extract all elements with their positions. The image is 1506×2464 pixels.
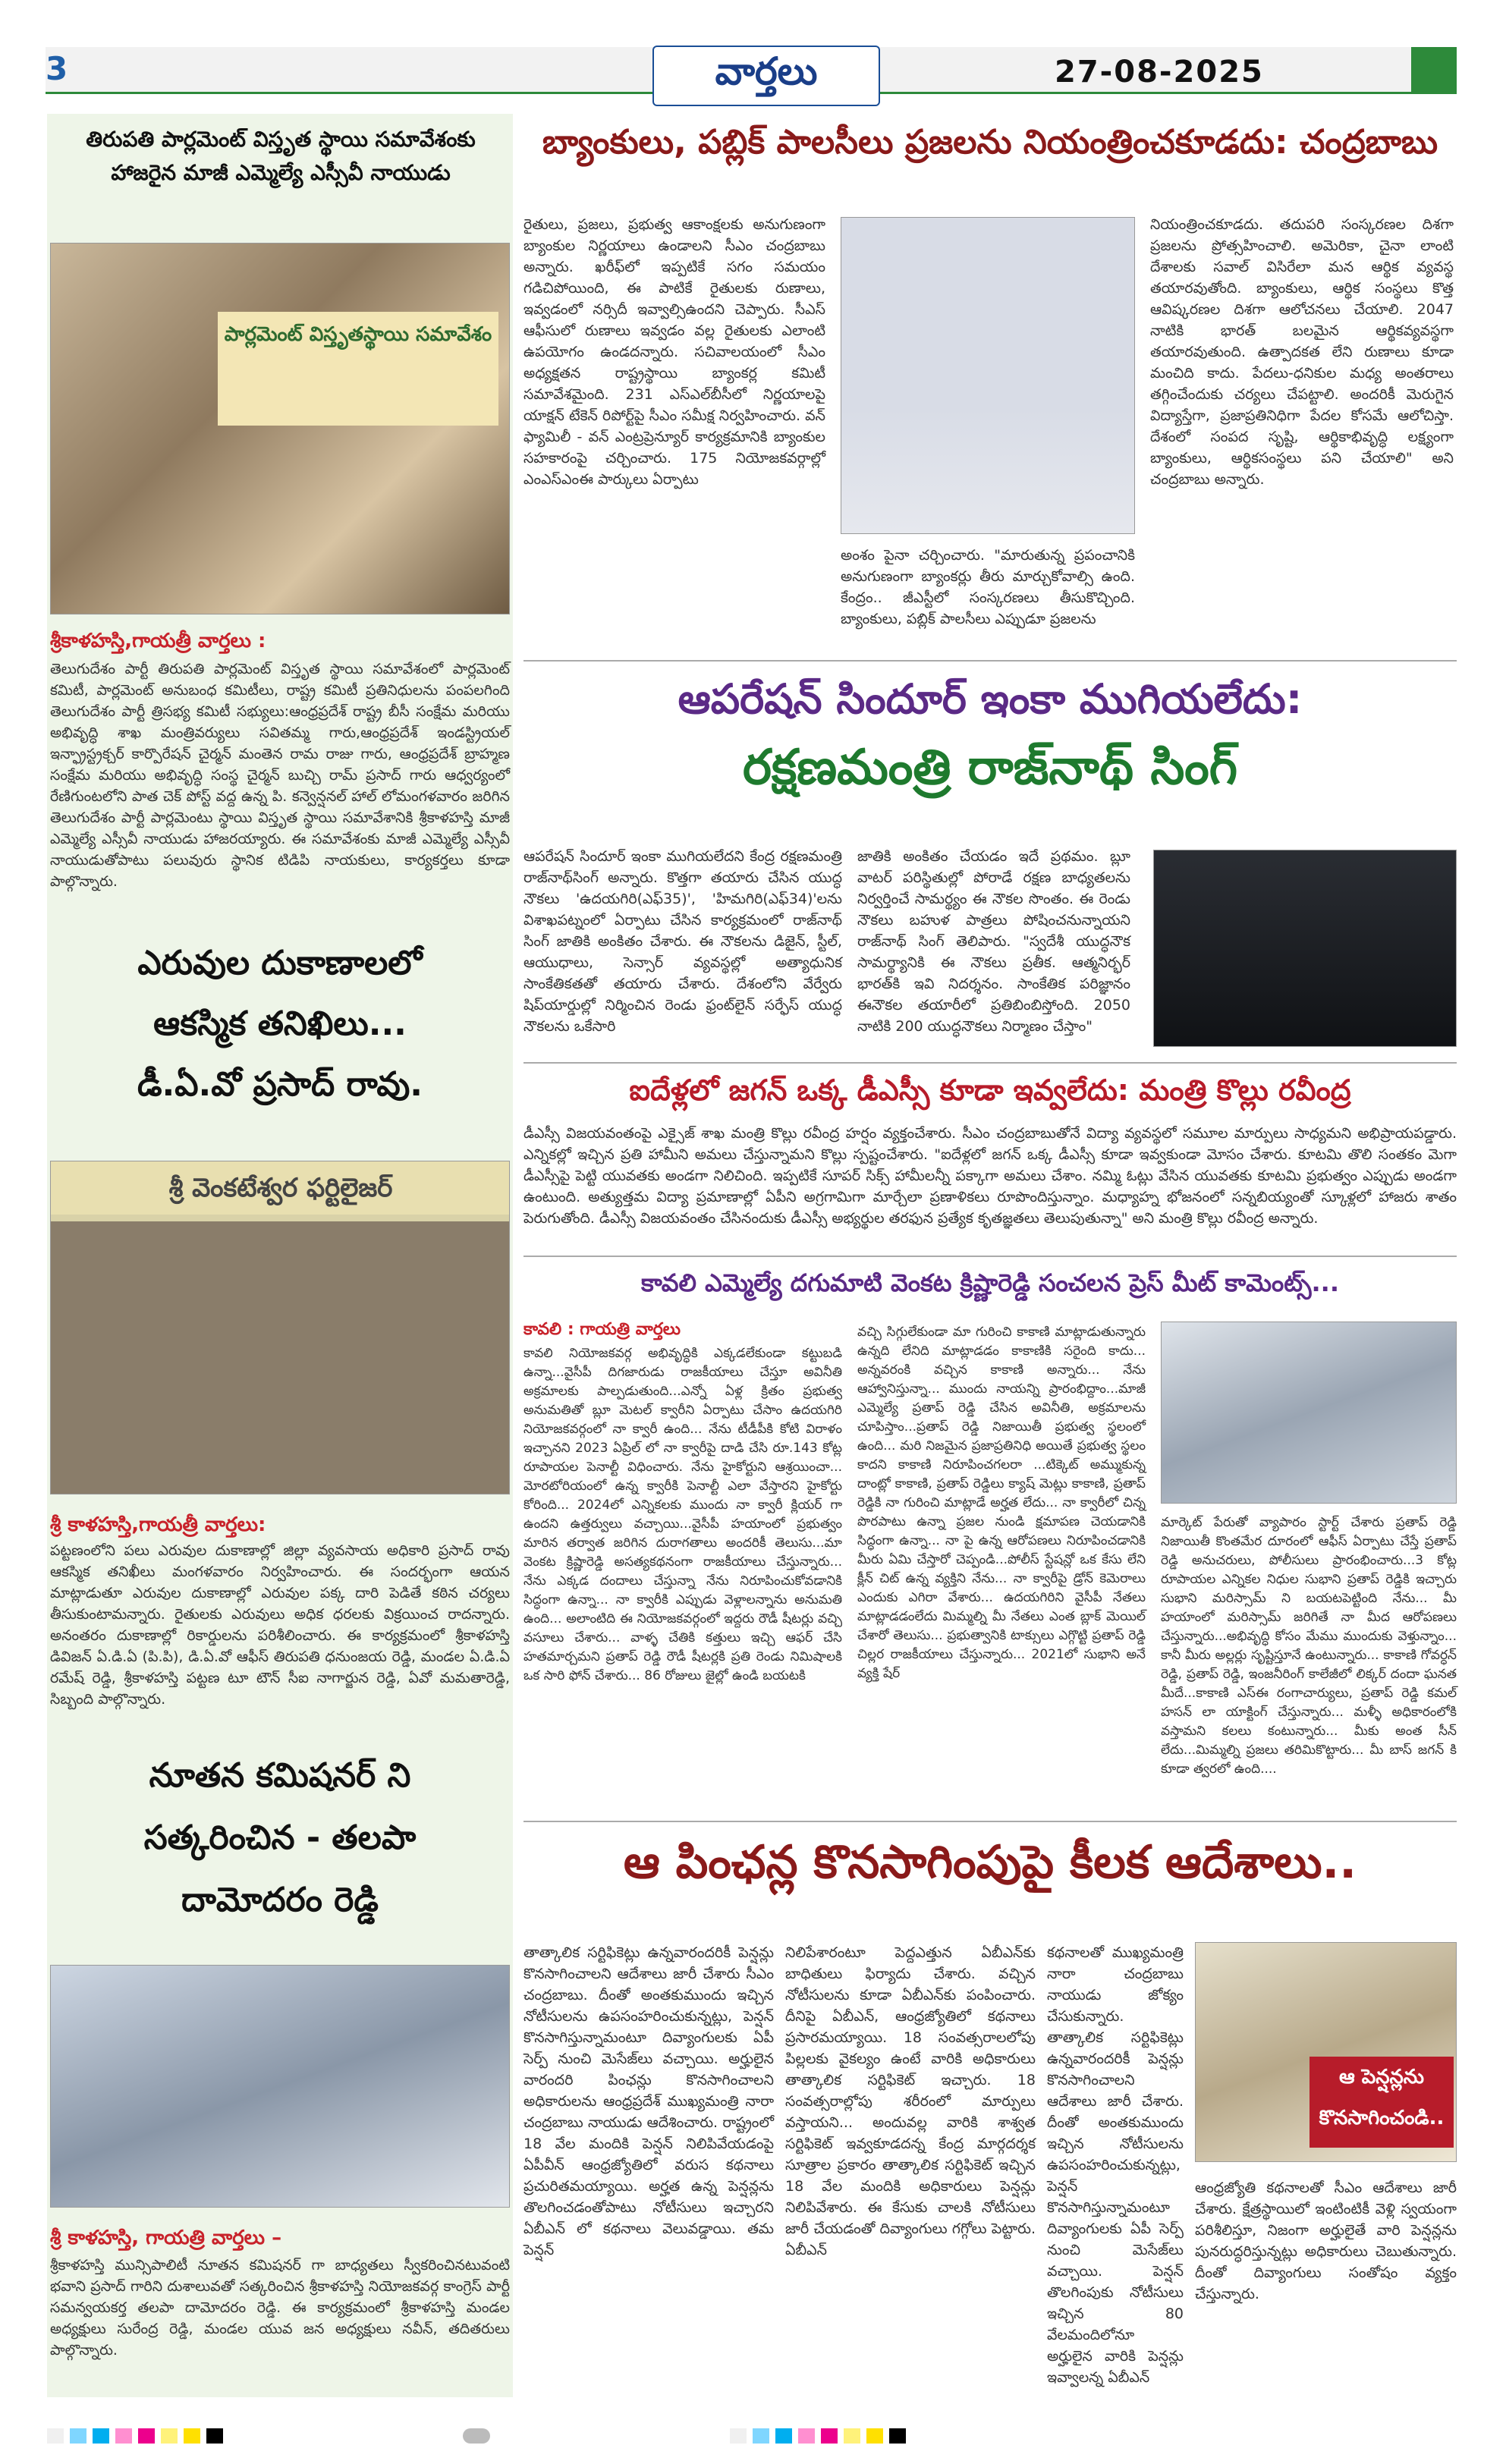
left-story2-headline: ఎరువుల దుకాణాలలో ఆకస్మిక తనిఖిలు... డీ.ఏ.వో ప్రసాద్ రావు. — [137, 944, 423, 1104]
photo-banner: పార్లమెంట్ విస్తృతస్థాయి సమావేశం — [218, 312, 498, 426]
main-story2-photo — [1153, 850, 1457, 1047]
left-story3-body: శ్రీకాళహస్తి మున్సిపాలిటీ నూతన కమిషనర్ గా బాధ్యతలు స్వీకరించినటువంటి భవాని ప్రసాద్ గారిని దుశాలువతో సత్కరించిన శ్రీకాళహస్తి నియోజకవర్గ కాంగ్రెస్ పార్టీ సమన్వయకర్త తలపా దామోదరం రెడ్డి. ఈ కార్యక్రమంలో శ్రీకాళహస్తి మండల అధ్యక్షులు సురేంద్ర రెడ్డి, మండల యువ జన అధ్యక్షులు నవీన్, తదితరులు పాల్గొన్నారు. — [50, 2257, 510, 2359]
main-story5-col4: ఆంధ్రజ్యోతి కథనాలతో సీఎం ఆదేశాలు జారీ చేశారు. క్షేత్రస్థాయిలో ఇంటింటికీ వెళ్లి స్వయంగా పరిశీలిస్తూ, నిజంగా అర్హులైతే వారి పెన్షన్లను పునరుద్ధరిస్తున్నట్లు అధికారులు చెబుతున్నారు. దీంతో దివ్యాంగులు సంతోషం వ్యక్తం చేస్తున్నారు. — [1195, 2180, 1457, 2302]
main-story4-col1: కావలి నియోజకవర్గ అభివృద్ధికి ఎక్కడలేకుండా కట్టుబడి ఉన్నా...వైసీపీ దిగజారుడు రాజకీయాలు చేస్తూ అవినీతి అక్రమాలకు పాల్పడుతుంది...ఎన్నో ఏళ్ల క్రితం ప్రభుత్వ అనుమతితో బ్లూ మెటల్ క్వారీని ఏర్పాటు చేసాం ఉదయగిరి నియోజకవర్గంలో నా క్వారీ ఉంది... నేను టీడీపీకి కోటి విరాళం ఇచ్చానని 2023 ఏప్రిల్ లో నా క్వారీపై దాడి చేసి రూ.143 కోట్ల రూపాయల పెనాల్టీ విధించారు. నేను హైకోర్టుని ఆశ్రయించా... మోరటోరియంలో ఉన్న క్వారీకి పెనాల్టీ ఎలా వేస్తారని హైకోర్టు కోరింది... 2024లో ఎన్నికలకు ముందు నా క్వారీ క్లియర్ గా ఉందని ఉత్తర్వులు వచ్చాయి...వైసీపీ హయాంలో ప్రభుత్వం మారిన తర్వాత జరిగిన దురాగతాలు అందరికీ తెలుసు...మా వెంకట క్రిష్ణారెడ్డి అసత్యకథనంగా రాజకీయాలు చేస్తున్నారు... నేను ఎక్కడ దందాలు చేస్తున్నా నేను నిరూపించుకోవడానికి సిద్ధంగా ఉన్నా... నా క్వారీకి ఎప్పుడు వెళ్లాలన్నాను అనుమతి ఉంది... అలాంటిది ఈ నియోజకవర్గంలో ఇద్దరు రౌడీ షీటర్లు వచ్చి వసూలు చేశారు... వాళ్ళ చేతికి కత్తులు ఇచ్చి ఆఫర్ చేసి హతమార్చమని ప్రతాప్ రెడ్డి రౌడీ షీటర్లకి ప్రతి రెండు నిమిషాలకి ఒక సారి ఫోన్ చేశారు... 86 రోజులు జైల్లో ఉండి బయటకి — [523, 1346, 842, 1683]
main-story3-body: డీఎస్సీ విజయవంతంపై ఎక్సైజ్ శాఖ మంత్రి కొల్లు రవీంద్ర హర్షం వ్యక్తంచేశారు. సీఎం చంద్రబాబుతోనే విద్యా వ్యవస్థలో సమూల మార్పులు సాధ్యమని అభిప్రాయపడ్డారు. ఎన్నికల్లో ఇచ్చిన ప్రతి హామీని అమలు చేస్తున్నామని కొల్లు స్పష్టంచేశారు. "ఐదేళ్లలో జగన్ ఒక్క డీఎస్సీ కూడా ఇవ్వకుండా మోసం చేశారు. కూటమి తొలి సంతకం మెగా డీఎస్సీపై పెట్టి యువతకు అండగా నిలిచింది. ఇప్పటికే సూపర్ సిక్స్ హామీలన్నీ పక్కాగా అమలు చేశాం. నమ్మి ఓట్లు వేసిన యువతకు కూటమి ప్రభుత్వం ఎప్పుడు అండగా ఉంటుంది. అత్యుత్తమ విద్యా ప్రమాణాల్లో ఏపీని అగ్రగామిగా మార్చేలా ప్రణాళికలు రూపొందిస్తున్నాం. మధ్యాహ్న భోజనంలో సన్నబియ్యంతో స్కూళ్లలో హాజరు శాతం పెరుగుతోంది. డీఎస్సీ విజయవంతం చేసినందుకు డీఎస్సీ అభ్యర్థుల తరఫున ప్రత్యేక కృతజ్ఞతలు తెలుపుతున్నా" అని మంత్రి కొల్లు రవీంద్ర అన్నారు. — [523, 1125, 1457, 1227]
main-story1-col2: అంశం పైనా చర్చించారు. "మారుతున్న ప్రపంచానికి అనుగుణంగా బ్యాంకర్లు తీరు మార్చుకోవాల్సి ఉంది. కేంద్రం.. జీఎస్టీలో సంస్కరణలు తీసుకొచ్చింది. బ్యాంకులు, పబ్లిక్ పాలసీలు ఎప్పుడూ ప్రజలను — [841, 547, 1135, 627]
main-story4-byline: కావలి : గాయత్రి వార్తలు — [523, 1320, 681, 1339]
photo-inset-caption: ఆ పెన్షన్లను కొనసాగించండి.. — [1309, 2057, 1454, 2148]
header-accent — [1411, 47, 1457, 94]
print-registration-marks — [47, 2428, 1458, 2444]
main-story5-headline: ఆ పింఛన్ల కొనసాగింపుపై కీలక ఆదేశాలు.. — [623, 1836, 1357, 1889]
main-story1-headline: బ్యాంకులు, పబ్లిక్ పాలసీలు ప్రజలను నియంత్రించకూడదు: చంద్రబాబు — [542, 123, 1438, 162]
main-story5-col2: నిలిపేశారంటూ పెద్దఎత్తున ఏబీఎన్‌కు బాధితులు ఫిర్యాదు చేశారు. వచ్చిన నోటీసులను కూడా ఏబీఎన్‌కు పంపించారు. దీనిపై ఏబీఎన్, ఆంధ్రజ్యోతిలో కథనాలు ప్రసారమయ్యాయి. 18 సంవత్సరాలలోపు పిల్లలకు వైకల్యం ఉంటే వారికి అధికారులు తాత్కాలిక సర్టిఫికెట్ ఇచ్చారు. 18 సంవత్సరాల్లోపు శరీరంలో మార్పులు వస్తాయని... అందువల్ల వారికి శాశ్వత సర్టిఫికెట్ ఇవ్వకూడదన్న కేంద్ర మార్గదర్శక సూత్రాల ప్రకారం తాత్కాలిక సర్టిఫికెట్ ఇచ్చిన 18 వేల మందికి అధికారులు పెన్షన్లు నిలిపివేశారు. ఈ కేసుకు చాలకి నోటీసులు జారీ చేయడంతో దివ్యాంగులు గగ్గోలు పెట్టారు. ఏబీఎన్ — [785, 1944, 1036, 2258]
main-story4-photo — [1161, 1322, 1457, 1504]
main-story2-headline-line1: ఆపరేషన్ సిందూర్ ఇంకా ముగియలేదు: — [678, 675, 1303, 723]
main-story5-photo — [1195, 1942, 1457, 2162]
left-story1-photo — [50, 243, 510, 614]
photo-banner: శ్రీ వెంకటేశ్వర ఫర్టిలైజర్ — [51, 1161, 510, 1215]
main-story4-headline: కావలి ఎమ్మెల్యే దగుమాటి వెంకట క్రిష్ణారెడ్డి సంచలన ప్రెస్ మీట్ కామెంట్స్... — [641, 1268, 1339, 1297]
left-story3-headline: నూతన కమిషనర్ ని సత్కరించిన - తలపా దామోదరం రెడ్డి — [143, 1756, 417, 1919]
left-story2-photo — [50, 1161, 510, 1494]
divider — [523, 1062, 1457, 1064]
main-story2-col1: ఆపరేషన్ సిందూర్ ఇంకా ముగియలేదని కేంద్ర రక్షణమంత్రి రాజ్‌నాథ్‌సింగ్ అన్నారు. కొత్తగా తయారు చేసిన యుద్ధ నౌకలు 'ఉదయగిరి(ఎఫ్35)', 'హిమగిరి(ఎఫ్34)'లను విశాఖపట్నంలో ఏర్పాటు చేసిన కార్యక్రమంలో రాజ్‌నాథ్ సింగ్ జాతికి అంకితం చేశారు. ఈ నౌకలను డిజైన్, స్టీల్, ఆయుధాలు, సెన్సార్ వ్యవస్థల్లో అత్యాధునిక సాంకేతికతతో తయారు చేశారు. దేశంలోని వేర్వేరు షిప్‌యార్డుల్లో నిర్మించిన రెండు ఫ్రంట్‌లైన్ సర్ఫేస్ యుద్ధ నౌకలను ఒకేసారి — [523, 848, 842, 1035]
left-story2-body: పట్టణంలోని పలు ఎరువుల దుకాణాల్లో జిల్లా వ్యవసాయ అధికారి ప్రసాద్ రావు ఆకస్మిక తనిఖీలు మంగళవారం నిర్వహించారు. ఈ సందర్భంగా ఆయన మాట్లాడుతూ ఎరువుల దుకాణాల్లో ఎరువుల పక్క దారి పెడితే కఠిన చర్యలు తీసుకుంటామన్నారు. రైతులకు ఎరువులు అధిక ధరలకు విక్రయించ రాదన్నారు. అనంతరం దుకాణాల్లో రికార్డులను పరిశీలించారు. ఈ కార్యక్రమంలో శ్రీకాళహస్తి డివిజన్ ఏ.డి.ఏ (పి.పి), డి.ఏ.వో ఆఫీస్ తిరుపతి ధనుంజయ రెడ్డి, మండల ఏ.డి.ఏ రమేష్ రెడ్డి, శ్రీకాళహస్తి పట్టణ టూ టౌన్ సీఐ నాగార్జున రెడ్డి, ఏవో మమతారెడ్డి, సిబ్బంది పాల్గొన్నారు. — [50, 1542, 510, 1708]
left-story1-body: తెలుగుదేశం పార్టీ తిరుపతి పార్లమెంట్ విస్తృత స్థాయి సమావేశంలో పార్లమెంట్ కమిటీ, పార్లమెంట్ అనుబంధ కమిటీలు, రాష్ట్ర కమిటీ ప్రతినిధులను పంపలగింది తెలుగుదేశం పార్టీ త్రిసభ్య కమిటీ సభ్యులు:ఆంధ్రప్రదేశ్ రాష్ట్ర బీసీ సంక్షేమ మరియు అభివృద్ధి శాఖ మంత్రివర్యులు సవితమ్మ గారు,ఆంధ్రప్రదేశ్ ఇండస్ట్రియల్ ఇన్ఫ్రాస్ట్రక్చర్ కార్పొరేషన్ చైర్మన్ మంతెన రామ రాజు గారు, ఆంధ్రప్రదేశ్ బ్రాహ్మణ సంక్షేమ మరియు అభివృద్ధి సంస్థ చైర్మన్ బుచ్చి రామ్ ప్రసాద్ గారు ఆధ్వర్యంలో రేణిగుంటలోని పాత చెక్ పోస్ట్ వద్ద ఉన్న పి. కన్వెన్షనల్ హాల్ లోమంగళవారం జరిగిన తెలుగుదేశం పార్టీ పార్లమెంటు స్థాయి విస్తృత స్థాయి సమావేశానికి శ్రీకాళహస్తి మాజీ ఎమ్మెల్యే ఎస్సీవీ నాయుడు హాజరయ్యారు. ఈ సమావేశంకు మాజీ ఎమ్మెల్యే ఎస్సీవీ నాయుడుతోపాటు పలువురు స్థానిక టిడిపి నాయకులు, కార్యకర్తలు కూడా పాల్గొన్నారు. — [50, 661, 510, 890]
page-number: 3 — [46, 50, 68, 87]
divider — [523, 660, 1457, 662]
main-story5-col1: తాత్కాలిక సర్టిఫికెట్లు ఉన్నవారందరికీ పెన్షన్లు కొనసాగించాలని ఆదేశాలు జారీ చేశారు సీఎం చంద్రబాబు. దీంతో అంతకుముందు ఇచ్చిన నోటీసులను ఉపసంహరించుకున్నట్లు, పెన్షన్ కొనసాగిస్తున్నామంటూ దివ్యాంగులకు ఏపీ సెర్ప్ నుంచి మెసేజ్‌లు వచ్చాయి. అర్హులైన వారందరి పింఛన్లు కొనసాగించాలని అధికారులను ఆంధ్రప్రదేశ్ ముఖ్యమంత్రి నారా చంద్రబాబు నాయుడు ఆదేశించారు. రాష్ట్రంలో 18 వేల మందికి పెన్షన్ నిలిపివేయడంపై ఏపీవీన్ ఆంధ్రజ్యోతిలో వరుస కథనాలు ప్రచురితమయ్యాయి. అర్హత ఉన్న పెన్షన్లను తొలగించడంతోపాటు నోటీసులు ఇచ్చారని ఏబీఎన్ లో కథనాలు వెలువడ్డాయి. తమ పెన్షన్ — [523, 1944, 774, 2258]
left-story3-byline: శ్రీ కాళహస్తి, గాయత్రి వార్తలు – — [50, 2227, 282, 2249]
divider — [523, 1821, 1457, 1822]
left-story2-byline: శ్రీ కాళహస్తి,గాయత్రీ వార్తలు: — [50, 1513, 266, 1536]
main-story1-photo — [841, 217, 1135, 534]
main-story1-col3: నియంత్రించకూడదు. తదుపరి సంస్కరణల దిశగా ప్రజలను ప్రోత్సహించాలి. అమెరికా, చైనా లాంటి దేశాలకు సవాల్ విసిరేలా మన ఆర్థిక వ్యవస్థ తయారవుతోంది. బ్యాంకులు, ఆర్థిక సంస్థలు కొత్త ఆవిష్కరణల దిశగా ఆలోచనలు చేయాలి. 2047 నాటికి భారత్ బలమైన ఆర్థికవ్యవస్థగా తయారవుతుంది. ఉత్పాదకత లేని రుణాలు కూడా మంచిది కాదు. పేదలు-ధనికుల మధ్య అంతరాలు తగ్గించేందుకు చర్యలు చేపట్టాలి. అందరికీ మెరుగైన విద్యాస్తేగా, ప్రజాప్రతినిధిగా పేదల కోసమే ఆలోచిస్తా. దేశంలో సంపద సృష్టి, ఆర్థికాభివృద్ధి లక్ష్యంగా బ్యాంకులు, ఆర్థికసంస్థలు పని చేయాలి" అని చంద్రబాబు అన్నారు. — [1150, 216, 1454, 488]
main-story5-col3: కథనాలతో ముఖ్యమంత్రి నారా చంద్రబాబు నాయుడు జోక్యం చేసుకున్నారు. తాత్కాలిక సర్టిఫికెట్లు ఉన్నవారందరికీ పెన్షన్లు కొనసాగించాలని ఆదేశాలు జారీ చేశారు. దీంతో అంతకుముందు ఇచ్చిన నోటీసులను ఉపసంహరించుకున్నట్లు, పెన్షన్ కొనసాగిస్తున్నామంటూ దివ్యాంగులకు ఏపీ సెర్ప్ నుంచి మెసేజ్‌లు వచ్చాయి. పెన్షన్ తొలగింపుకు నోటీసులు ఇచ్చిన 80 వేలమందిలోనూ అర్హులైన వారికి పెన్షన్లు ఇవ్వాలన్న ఏబీఎన్ — [1047, 1944, 1184, 2386]
issue-date: 27-08-2025 — [1055, 55, 1264, 90]
main-story3-headline: ఐదేళ్లలో జగన్ ఒక్క డీఎస్సీ కూడా ఇవ్వలేదు: మంత్రి కొల్లు రవీంద్ర — [629, 1073, 1351, 1107]
main-story1-col1: రైతులు, ప్రజలు, ప్రభుత్వ ఆకాంక్షలకు అనుగుణంగా బ్యాంకుల నిర్ణయాలు ఉండాలని సీఎం చంద్రబాబు అన్నారు. ఖరీఫ్‌లో ఇప్పటికే సగం సమయం గడిచిపోయింది, ఈ పాటికే రైతులకు రుణాలు, ఇవ్వడంలో నర్సిదీ ఇవ్వాల్సిఉందని చెప్పారు. సీఎస్ ఆఫీసులో రుణాలు ఇవ్వడం వల్ల రైతులకు ఎలాంటి ఉపయోగం ఉండదన్నారు. సచివాలయంలో సీఎం అధ్యక్షతన రాష్ట్రస్థాయి బ్యాంకర్ల కమిటీ సమావేశమైంది. 231 ఎస్ఎల్‌బీసీలో నిర్ణయాలపై యాక్షన్ టేకెన్ రిపోర్ట్‌పై సీఎం సమీక్ష నిర్వహించారు. వన్ ఫ్యామిలీ - వన్ ఎంట్రప్రెన్యూర్ కార్యక్రమానికి బ్యాంకుల సహకారంపై చర్చించారు. 175 నియోజకవర్గాల్లో ఎంఎస్ఎంఈ పార్కులు ఏర్పాటు — [523, 216, 825, 488]
masthead-logo: వార్తలు — [652, 46, 880, 106]
main-story2-col2: జాతికి అంకితం చేయడం ఇదే ప్రథమం. బ్లూ వాటర్ పరిస్థితుల్లో పోరాడే రక్షణ బాధ్యతలను నిర్వర్తించే సామర్థ్యం ఈ నౌకల సొంతం. ఈ రెండు నౌకలు బహుళ పాత్రలు పోషించనున్నాయని రాజ్‌నాథ్ సింగ్ తెలిపారు. "స్వదేశీ యుద్ధనౌక సామర్థ్యానికి ఈ నౌకలు ప్రతీక. ఆత్మనిర్భర్ భారత్‌కి ఇవి నిదర్శనం. సాంకేతిక పరిజ్ఞానం ఈనౌకల తయారీలో ప్రతిబింబిస్తోంది. 2050 నాటికి 200 యుద్ధనౌకలు నిర్మాణం చేస్తాం" — [857, 848, 1130, 1035]
main-story4-col2: వచ్చి సిగ్గులేకుండా మా గురించి కాకాణి మాట్లాడుతున్నారు ఉన్నది లేనిది మాట్లాడడం కాకాణికి సరైంది కాదు... అన్నవరంకి వచ్చిన కాకాణి అన్నారు... నేను ఆహ్వానిస్తున్నా... ముందు నాయన్ని ప్రారంభిద్దాం...మాజీ ఎమ్మెల్యే ప్రతాప్ రెడ్డి చేసిన అవినీతి, అక్రమాలను చూపిస్తాం...ప్రతాప్ రెడ్డి నిజాయితీ ప్రభుత్వ స్థలంలో ఉంది... మరి నిజమైన ప్రజాప్రతినిధి అయితే ప్రభుత్వ స్థలం కాదని కాకాణి నిరూపించగలరా ...టిక్కెట్ అమ్ముకున్న దాంట్లో కాకాణి, ప్రతాప్ రెడ్డిలు క్యాష్ మెట్లు కాకాణి, ప్రతాప్ రెడ్డికి నా గురించి మాట్లాడే అర్హత లేదు... నా క్వారీలో చిన్న పొరపాటు ఉన్నా ప్రజల నుండి క్షమాపణ చెయడానికి సిద్ధంగా ఉన్నా... నా పై ఉన్న ఆరోపణలు నిరూపించడానికి మీరు ఏమి చేస్తారో చెప్పండి...పోలీస్ స్టేషన్లో ఒక కేసు లేని క్లీన్ చిట్ ఉన్న వ్యక్తిని నేను... నా క్వారీపై డ్రోన్ కెమెరాలు ఎందుకు ఎగిరా వేశారు... ఉదయగిరిని వైసీపీ నేతలు మాట్లాడడంలేదు మిమ్మల్ని మీ నేతలు ఎంత బ్లాక్ మెయిల్ చేశారో తెలుసు... ప్రభుత్వానికి టాక్సులు ఎగ్గొట్టి ప్రతాప్ రెడ్డి చిల్లర రాజకీయాలు చేస్తున్నారు... 2021లో సుభాని అనే వ్యక్తి షేర్ — [857, 1325, 1146, 1681]
left-story1-byline: శ్రీకాళహస్తి,గాయత్రీ వార్తలు : — [50, 630, 266, 652]
main-story4-col3: మార్కెట్ పేరుతో వ్యాపారం స్టార్ట్ చేశారు ప్రతాప్ రెడ్డి నిజాయితీ కొంతమేర దూరంలో ఆఫీస్ ఏర్పాటు చేస్తే ప్రతాప్ రెడ్డి అనుచరులు, పోలీసులు ప్రారంభించారు...3 కోట్ల రూపాయల ఎన్నికల నిధుల సుభాని ప్రతాప్ రెడ్డికి ఇచ్చారు సుభాని మరిస్సామ్ ని బయటపెట్టింది నేను... మీ హయాంలో మరిస్సామ్ జరిగితే నా మీద ఆరోపణలు చేస్తున్నారు...అభివృద్ధి కోసం మేము ముందుకు వెళ్తున్నాం... కానీ మీరు అల్లర్లు సృష్టిస్తూనే ఉంటున్నారు... కాకాణి గోవర్ధన్ రెడ్డి, ప్రతాప్ రెడ్డి, ఇంజనీరింగ్ కాలేజీలో లిక్కర్ దందా ఘనత మీదే...కాకాణి ఎస్ఈ రంగాచార్యులు, ప్రతాప్ రెడ్డి కమల్ హసన్ లా యాక్టింగ్ చేస్తున్నారు... మళ్ళీ అధికారంలోకి వస్తామని కలలు కంటున్నారు... మీకు అంత సీన్ లేదు...మిమ్మల్ని ప్రజలు తరిమికొట్టారు... మీ బాస్ జగన్ కి కూడా త్వరలో ఉంది.... — [1161, 1515, 1457, 1777]
left-story3-photo — [50, 1965, 510, 2208]
divider — [523, 1256, 1457, 1257]
main-story2-headline-line2: రక్షణమంత్రి రాజ్‌నాథ్ సింగ్ — [742, 740, 1238, 796]
left-story1-headline: తిరుపతి పార్లమెంట్ విస్తృత స్థాయి సమావేశంకు హాజరైన మాజీ ఎమ్మెల్యే ఎస్సీవీ నాయుడు — [86, 127, 476, 185]
